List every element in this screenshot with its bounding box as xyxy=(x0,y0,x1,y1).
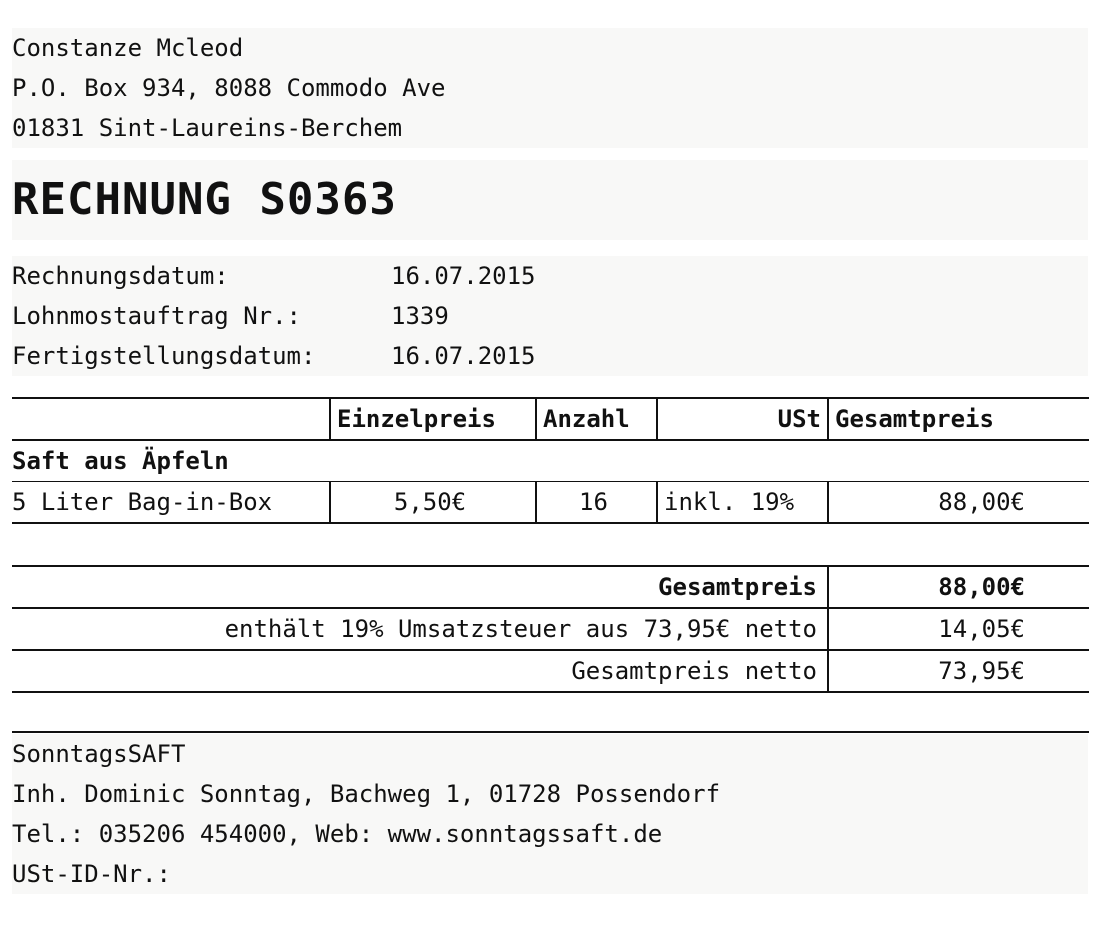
table-header-row xyxy=(12,398,1089,440)
meta-row-order xyxy=(12,296,1088,336)
recipient-name: Constanze Mcleod xyxy=(12,34,244,62)
company-owner-address: Inh. Dominic Sonntag, Bachweg 1, 01728 Possendorf xyxy=(12,780,721,808)
invoice-date-label: Rechnungsdatum: xyxy=(12,262,229,290)
item-description: 5 Liter Bag-in-Box xyxy=(12,482,330,524)
recipient-street: P.O. Box 934, 8088 Commodo Ave xyxy=(12,74,446,102)
totals-row-gross xyxy=(12,566,1089,608)
invoice-meta xyxy=(12,256,1088,376)
completion-date-value: 16.07.2015 xyxy=(391,342,536,370)
header-vat: USt xyxy=(657,398,828,440)
header-unit-price: Einzelpreis xyxy=(330,398,536,440)
company-contact: Tel.: 035206 454000, Web: www.sonntagssaft.de xyxy=(12,820,663,848)
header-total: Gesamtpreis xyxy=(828,398,1089,440)
net-label: Gesamtpreis netto xyxy=(12,650,828,692)
completion-label: Fertigstellungsdatum: xyxy=(12,342,316,370)
table-row xyxy=(12,482,1089,524)
gross-value: 88,00€ xyxy=(828,566,1089,608)
invoice-date-value: 16.07.2015 xyxy=(391,262,536,290)
order-label: Lohnmostauftrag Nr.: xyxy=(12,302,301,330)
tax-value: 14,05€ xyxy=(828,608,1089,650)
header-quantity: Anzahl xyxy=(536,398,657,440)
company-footer xyxy=(12,734,1088,894)
header-description xyxy=(12,398,330,440)
title-area xyxy=(12,160,1088,240)
company-vat-id: USt-ID-Nr.: xyxy=(12,860,171,888)
recipient-address xyxy=(12,28,1088,148)
order-number-value: 1339 xyxy=(391,302,449,330)
item-quantity: 16 xyxy=(536,482,657,524)
meta-row-invoice-date xyxy=(12,256,1088,296)
item-unit-price: 5,50€ xyxy=(330,482,536,524)
net-value: 73,95€ xyxy=(828,650,1089,692)
meta-row-completion xyxy=(12,336,1088,376)
totals-row-net xyxy=(12,650,1089,692)
company-name: SonntagsSAFT xyxy=(12,740,186,768)
tax-label: enthält 19% Umsatzsteuer aus 73,95€ netto xyxy=(12,608,828,650)
item-vat: inkl. 19% xyxy=(657,482,828,524)
gross-label: Gesamtpreis xyxy=(12,566,828,608)
group-label: Saft aus Äpfeln xyxy=(12,447,229,475)
group-row xyxy=(12,440,1089,482)
invoice-title: RECHNUNG S0363 xyxy=(12,174,397,225)
items-table xyxy=(12,397,1089,524)
totals-row-tax xyxy=(12,608,1089,650)
footer-divider xyxy=(12,731,1089,733)
totals-table xyxy=(12,565,1089,693)
recipient-city: 01831 Sint-Laureins-Berchem xyxy=(12,114,403,142)
item-total: 88,00€ xyxy=(828,482,1089,524)
